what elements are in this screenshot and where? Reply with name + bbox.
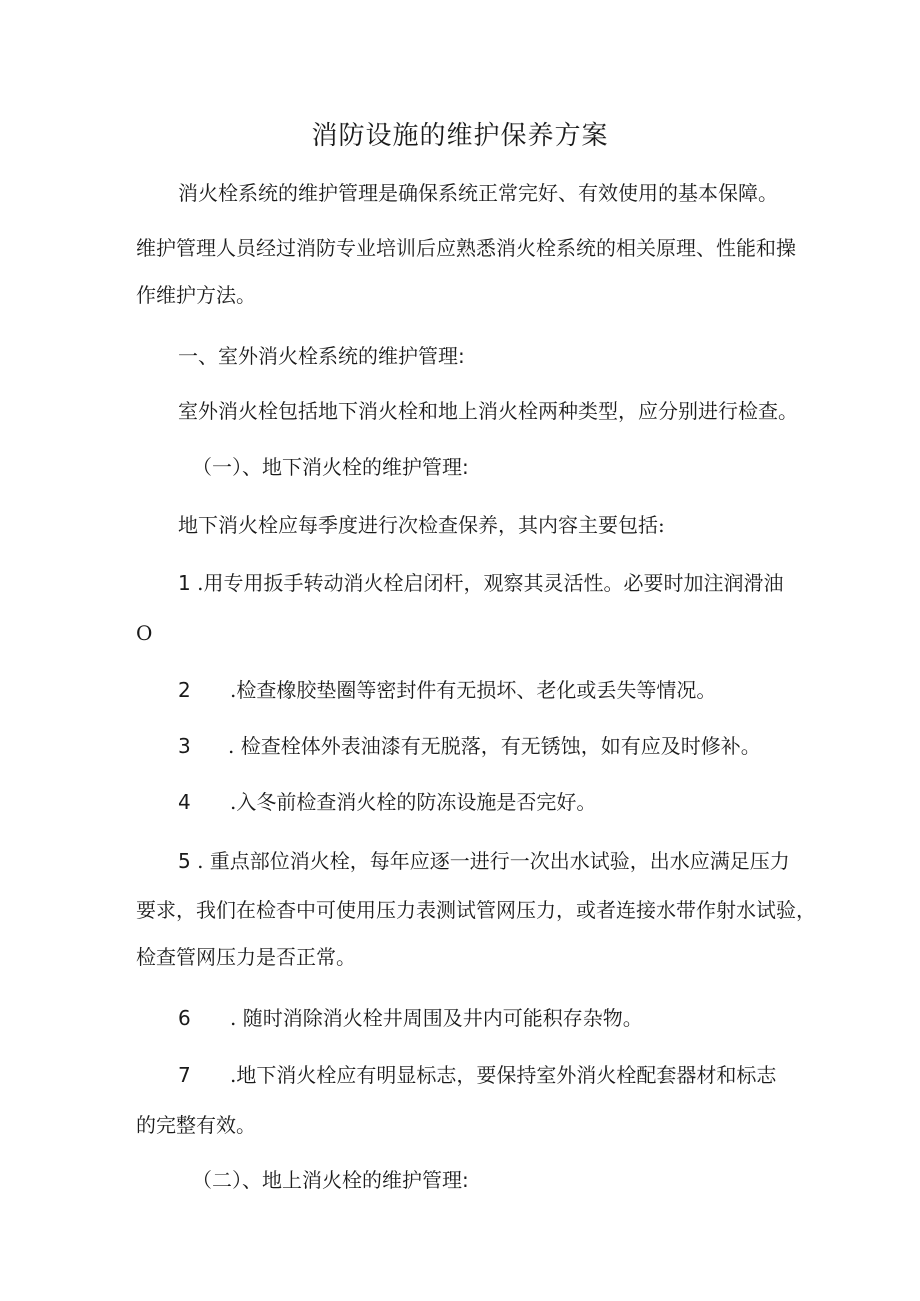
list-item-1-cont: O <box>136 621 153 645</box>
list-item-text: .用专用扳手转动消火栓启闭杆，观察其灵活性。必要时加注润滑油 <box>197 571 784 595</box>
list-item-1 <box>178 570 798 596</box>
list-item-number: 6 <box>178 1006 191 1030</box>
list-item-5 <box>178 848 798 874</box>
list-item-4 <box>178 789 838 815</box>
list-item-7-cont: 的完整有效。 <box>136 1113 256 1137</box>
list-item-number: 3 <box>178 734 191 758</box>
document-title: 消防设施的维护保养方案 <box>311 121 609 151</box>
section1-heading: 一、室外消火栓系统的维护管理: <box>178 344 465 368</box>
list-item-2 <box>178 677 838 703</box>
list-item-text: .入冬前检查消火栓的防冻设施是否完好。 <box>230 790 597 814</box>
list-item-5-cont-2: 检查管网压力是否正常。 <box>136 945 356 969</box>
list-item-text: .检查橡胶垫圈等密封件有无损坏、老化或丢失等情况。 <box>230 678 717 702</box>
list-item-number: 5 <box>178 849 191 873</box>
intro-line-3: 作维护方法。 <box>136 283 256 307</box>
list-item-6 <box>178 1005 838 1031</box>
list-item-number: 7 <box>178 1063 191 1087</box>
list-item-text: . 检查栓体外表油漆有无脱落，有无锈蚀，如有应及时修补。 <box>228 734 761 758</box>
list-item-5-cont-1: 要求，我们在检杳中可使用压力表测试管网压力，或者连接水带作射水试验， <box>136 898 816 922</box>
list-item-text: . 重点部位消火栓，每年应逐一进行一次出水试验，出水应满足压力 <box>197 849 790 873</box>
subsection2-heading: （二）、地上消火栓的维护管理: <box>192 1168 469 1192</box>
list-item-number: 4 <box>178 790 191 814</box>
section1-text: 室外消火栓包括地下消火栓和地上消火栓两种类型，应分别进行检查。 <box>178 399 798 423</box>
list-item-number: 2 <box>178 678 191 702</box>
intro-line-2: 维护管理人员经过消防专业培训后应熟悉消火栓系统的相关原理、性能和操 <box>136 236 796 260</box>
list-item-3 <box>178 733 838 759</box>
subsection1-text: 地下消火栓应每季度进行次检查保养，其内容主要包括: <box>178 513 665 537</box>
list-item-number: 1 <box>178 571 191 595</box>
list-item-7 <box>178 1062 838 1088</box>
intro-line-1: 消火栓系统的维护管理是确保系统正常完好、有效使用的基本保障。 <box>178 181 778 205</box>
list-item-text: .地下消火栓应有明显标志，要保持室外消火栓配套器材和标志 <box>230 1063 777 1087</box>
list-item-text: . 随时消除消火栓井周围及井内可能积存杂物。 <box>230 1006 643 1030</box>
subsection1-heading: （一）、地下消火栓的维护管理: <box>192 455 469 479</box>
